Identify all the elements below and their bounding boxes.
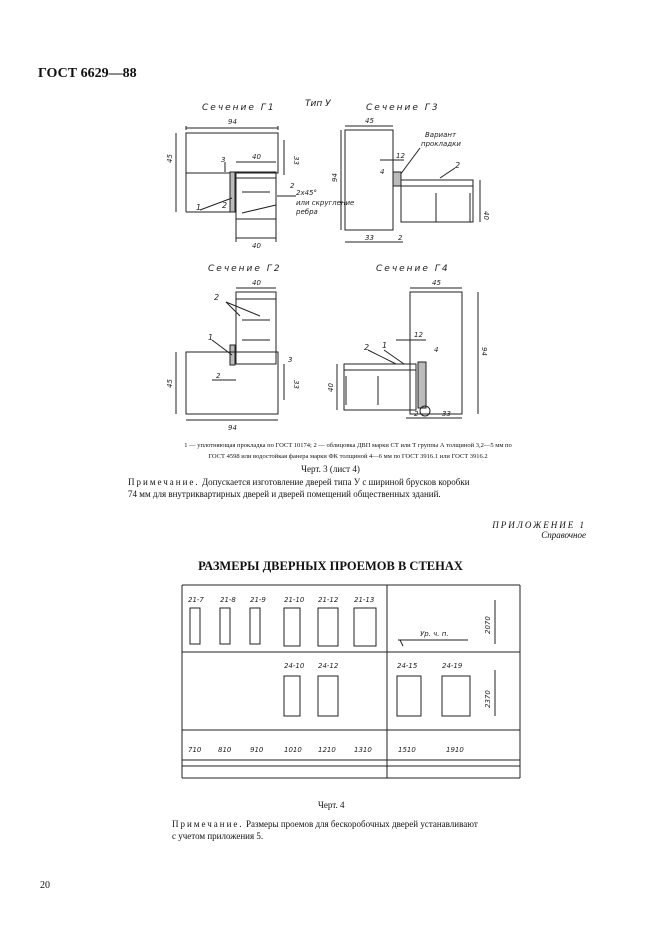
note-1-lead: Примечание.: [128, 477, 200, 487]
opening-24-12: 24-12: [318, 662, 339, 670]
g3-variant-2: прокладки: [421, 140, 461, 148]
width-1010: 1010: [284, 746, 302, 754]
g1-dim-3: 3: [221, 156, 226, 164]
g3-dim-4: 4: [380, 168, 385, 176]
note-2-line-1: Размеры проемов для бескоробочных дверей устанавливают: [243, 819, 478, 829]
g2-dim-2: 2: [216, 372, 221, 380]
g2-dim-3: 3: [288, 356, 293, 364]
note-1-line-1: Допускается изготовление дверей типа У с шириной брусков коробки: [199, 477, 470, 487]
opening-24-19: 24-19: [442, 662, 463, 670]
width-1510: 1510: [398, 746, 416, 754]
g2-dim-40: 40: [252, 279, 261, 287]
g4-dim-45: 45: [432, 279, 441, 287]
g3-dim-2: 2: [398, 234, 403, 242]
note-1-line-2: 74 мм для внутриквартирных дверей и дверей помещений общественных зданий.: [128, 489, 441, 499]
g1-callout-1: 1: [196, 203, 202, 212]
legend-line-2: ГОСТ 4598 или водостойкая фанера марки ФК толщиной 4—6 мм по ГОСТ 3916.1 или ГОСТ 3916.2: [208, 453, 488, 460]
caption-drawing-3: Черт. 3 (лист 4): [301, 464, 360, 474]
type-label: Тип У: [305, 99, 331, 109]
width-1910: 1910: [446, 746, 464, 754]
g2-dim-94: 94: [228, 424, 237, 432]
g4-callout-2: 2: [364, 343, 370, 352]
note-1: [128, 476, 598, 500]
width-810: 810: [218, 746, 232, 754]
opening-21-7: 21-7: [188, 596, 204, 604]
caption-drawing-4: Черт. 4: [318, 800, 345, 810]
section-g2-title: Сечение Г2: [208, 264, 282, 274]
g1-dim-94: 94: [228, 118, 237, 126]
g1-dim-40a: 40: [252, 153, 261, 161]
g2-callout-2: 2: [214, 293, 220, 302]
g4-dim-40: 40: [327, 383, 335, 392]
opening-21-13: 21-13: [354, 596, 375, 604]
opening-21-12: 21-12: [318, 596, 339, 604]
g4-dim-94: 94: [480, 347, 488, 356]
doc-code: ГОСТ 6629—88: [38, 66, 137, 81]
opening-21-10: 21-10: [284, 596, 305, 604]
opening-24-15: 24-15: [397, 662, 418, 670]
g3-dim-12: 12: [396, 152, 405, 160]
legend-line-1: 1 — уплотняющая прокладка по ГОСТ 10174; 2 — облицовка ДВП марки СТ или Т группы А толщиной 3,2—5 мм по: [184, 442, 512, 449]
appendix-label: ПРИЛОЖЕНИЕ 1: [492, 520, 586, 530]
opening-21-8: 21-8: [220, 596, 236, 604]
g1-chamfer-alt: или скругление: [296, 199, 355, 207]
appendix-block: [492, 520, 586, 540]
dim-2070: 2070: [484, 616, 492, 634]
note-2: [172, 818, 592, 842]
g1-dim-45: 45: [166, 154, 174, 163]
opening-24-10: 24-10: [284, 662, 305, 670]
opening-21-9: 21-9: [250, 596, 266, 604]
g4-dim-2: 2: [414, 410, 419, 418]
g1-chamfer-alt2: ребра: [296, 208, 318, 216]
width-710: 710: [188, 746, 202, 754]
g2-callout-1: 1: [208, 333, 214, 342]
section-drawings: [0, 90, 661, 435]
g1-callout-2: 2: [222, 201, 228, 210]
level-mark: Ур. ч. п.: [420, 630, 449, 638]
g3-dim-45: 45: [365, 117, 374, 125]
g2-dim-33: 33: [292, 380, 300, 389]
g4-dim-12: 12: [414, 331, 423, 339]
section-title: РАЗМЕРЫ ДВЕРНЫХ ПРОЕМОВ В СТЕНАХ: [198, 559, 463, 573]
appendix-type: Справочное: [541, 530, 586, 540]
g1-dim-2: 2: [290, 182, 295, 190]
g4-dim-4: 4: [434, 346, 439, 354]
g1-dim-40b: 40: [252, 242, 261, 250]
g1-chamfer: 2х45°: [296, 189, 318, 197]
g4-callout-1: 1: [382, 341, 388, 350]
g2-dim-45: 45: [166, 379, 174, 388]
g4-dim-33: 33: [442, 410, 451, 418]
g3-dim-40: 40: [482, 211, 490, 220]
width-1310: 1310: [354, 746, 372, 754]
g3-dim-33: 33: [365, 234, 374, 242]
g3-variant-1: Вариант: [425, 131, 457, 139]
width-1210: 1210: [318, 746, 336, 754]
section-g3-title: Сечение Г3: [366, 103, 440, 113]
legend: [88, 440, 608, 462]
section-g4-title: Сечение Г4: [376, 264, 450, 274]
g3-dim-94: 94: [331, 173, 339, 182]
note-2-line-2: с учетом приложения 5.: [172, 831, 264, 841]
page-number: 20: [40, 880, 50, 891]
g1-dim-33: 33: [292, 156, 300, 165]
note-2-lead: Примечание.: [172, 819, 244, 829]
openings-drawing: [0, 580, 661, 780]
g3-callout-2: 2: [455, 161, 461, 170]
width-910: 910: [250, 746, 264, 754]
dim-2370: 2370: [484, 690, 492, 708]
section-g1-title: Сечение Г1: [202, 103, 276, 113]
